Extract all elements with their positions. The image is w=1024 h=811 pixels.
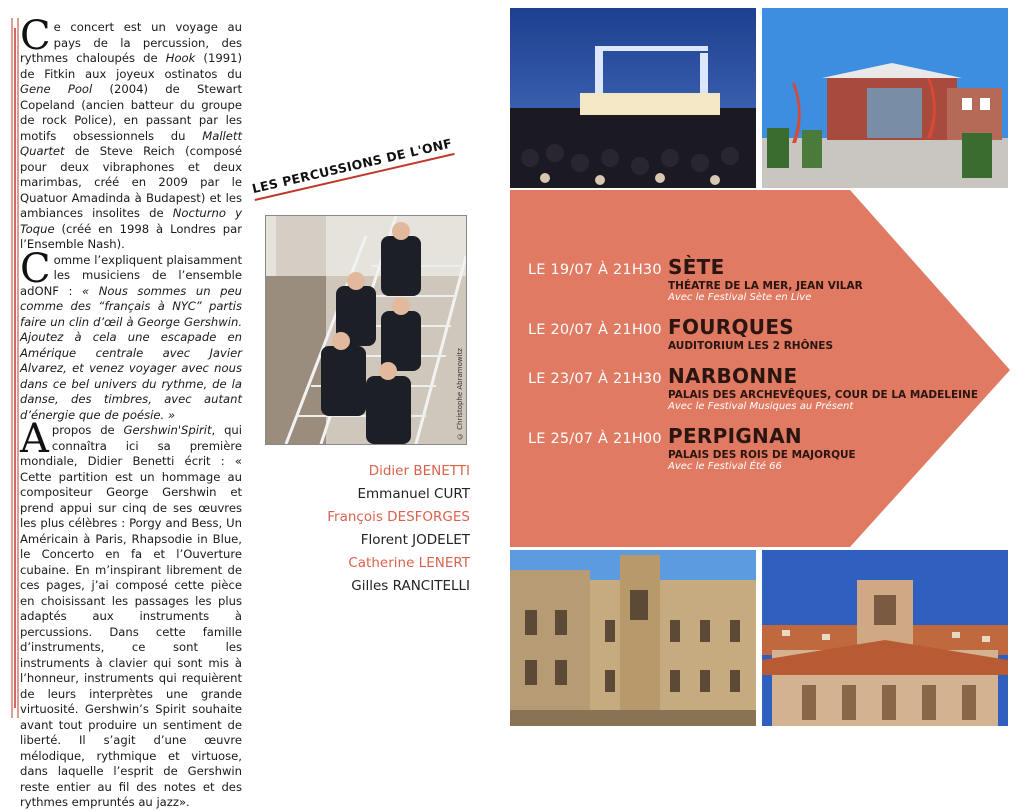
event-venue: THÉATRE DE LA MER, JEAN VILAR: [668, 280, 863, 292]
ensemble-photo-illustration: [266, 216, 466, 444]
musician-list: [265, 460, 470, 598]
photo-perpignan-palace: [762, 550, 1008, 726]
event-schedule: [528, 255, 1008, 484]
event-city: FOURQUES: [668, 315, 795, 339]
photo-narbonne-palace: [510, 550, 756, 726]
description-paragraph: [20, 416, 242, 811]
event-festival-note: Avec le Festival Été 66: [668, 461, 782, 472]
musician-name: Didier BENETTI: [368, 463, 470, 479]
paragraph-text: propos de: [51, 423, 124, 437]
paragraph-text: (2004) de Stewart Copeland (ancien batteur du groupe de rock Police), en passant par les motifs obsessionnels du: [20, 82, 242, 143]
event-venue: PALAIS DES ROIS DE MAJORQUE: [668, 449, 856, 461]
musician-name: Florent JODELET: [360, 532, 470, 548]
event-entry: [528, 255, 1008, 303]
event-date: LE 19/07 À 21H30: [528, 262, 662, 278]
paragraph-text: e concert est un voyage au pays de la percussion, des rythmes chaloupés de: [20, 20, 242, 65]
dropcap-letter: C: [20, 245, 51, 292]
paragraph-text: de Steve Reich (composé pour deux vibraphones et deux marimbas, créé en 2009 par le Quatuor Amadinda à Budapest) et les ambiances insolites de: [20, 144, 242, 220]
musician-name: Gilles RANCITELLI: [351, 578, 470, 594]
italic-text: Nocturno y Toque: [20, 206, 242, 236]
dropcap-letter: C: [20, 13, 51, 59]
musician-name: Catherine LENERT: [348, 555, 470, 571]
paragraph-text: (1991) de Fitkin aux joyeux ostinatos du: [20, 51, 242, 81]
paragraph-text: , qui connaîtra ici sa première mondiale, Didier Benetti écrit : « Cette partition est un hommage au compositeur George Gershwin et prend appui sur cinq de ses œuvres les plus célèbres : Porgy and Bess, Un Américain à Paris, Rhapsodie in Blue, le Concerto en fa et l’Ouverture cubaine. En m’inspirant librement de ces pages, j’ai composé cette pièce en choisissant les passages les plus adaptés aux instruments à percussions. Dans cette famille d’instruments, ce sont les instruments à clavier qui sont mis à l’honneur, instruments qui requièrent de leurs interprètes une grande virtuosité. Gershwin’s Spirit souhaite avant tout produire un sentiment de liberté. Il s’agit d’une œuvre mélodique, rythmique et virtuose, dans laquelle l’esprit de Gershwin reste entier au fil des notes et des rythmes empruntés au jazz».: [20, 423, 242, 809]
italic-text: Gershwin'Spirit: [123, 423, 212, 437]
italic-text: Mallett Quartet: [20, 128, 242, 158]
italic-text: Gene Pool: [20, 82, 93, 96]
event-festival-note: Avec le Festival Musiques au Présent: [668, 401, 854, 412]
description-paragraph: [20, 13, 242, 253]
italic-text: Hook: [165, 51, 196, 65]
event-venue: PALAIS DES ARCHEVÊQUES, COUR DE LA MADELEINE: [668, 389, 979, 401]
event-city: NARBONNE: [668, 364, 798, 388]
concert-description: [20, 13, 242, 811]
event-date: LE 25/07 À 21H00: [528, 431, 662, 447]
event-festival-note: Avec le Festival Sète en Live: [668, 292, 812, 303]
event-venue: AUDITORIUM LES 2 RHÔNES: [668, 340, 834, 352]
event-entry: [528, 424, 1008, 472]
event-entry: [528, 315, 1008, 352]
section-heading-wrap: [250, 120, 509, 201]
ensemble-photo: [265, 215, 467, 445]
photo-fourques-auditorium: [762, 8, 1008, 188]
event-city: SÈTE: [668, 255, 725, 279]
event-entry: [528, 364, 1008, 412]
paragraph-text: (créé en 1998 à Londres par l’Ensemble Nash).: [20, 221, 242, 251]
photo-credit: © Christophe Abramowitz: [456, 347, 464, 440]
description-paragraph: [20, 245, 242, 424]
event-city: PERPIGNAN: [668, 424, 802, 448]
dropcap-letter: A: [20, 416, 49, 462]
photo-sete-theatre: [510, 8, 756, 188]
musician-name: Emmanuel CURT: [357, 486, 470, 502]
event-date: LE 20/07 À 21H00: [528, 322, 662, 338]
paragraph-text: omme l’expliquent plaisamment les musiciens de l’ensemble adONF :: [20, 252, 242, 298]
event-date: LE 23/07 À 21H30: [528, 371, 662, 387]
musician-name: François DESFORGES: [327, 509, 470, 525]
italic-text: « Nous sommes un peu comme des “français à NYC” partis faire un clin d’œil à George Gershwin. Ajoutez à cela une escapade en Amérique centrale avec Javier Alvarez, et venez voyager avec nous dans ce bel univers du rythme, de la danse, des timbres, avec autant d’énergie que de poésie. »: [20, 283, 242, 422]
section-heading: LES PERCUSSIONS DE L'ONF: [251, 135, 455, 201]
